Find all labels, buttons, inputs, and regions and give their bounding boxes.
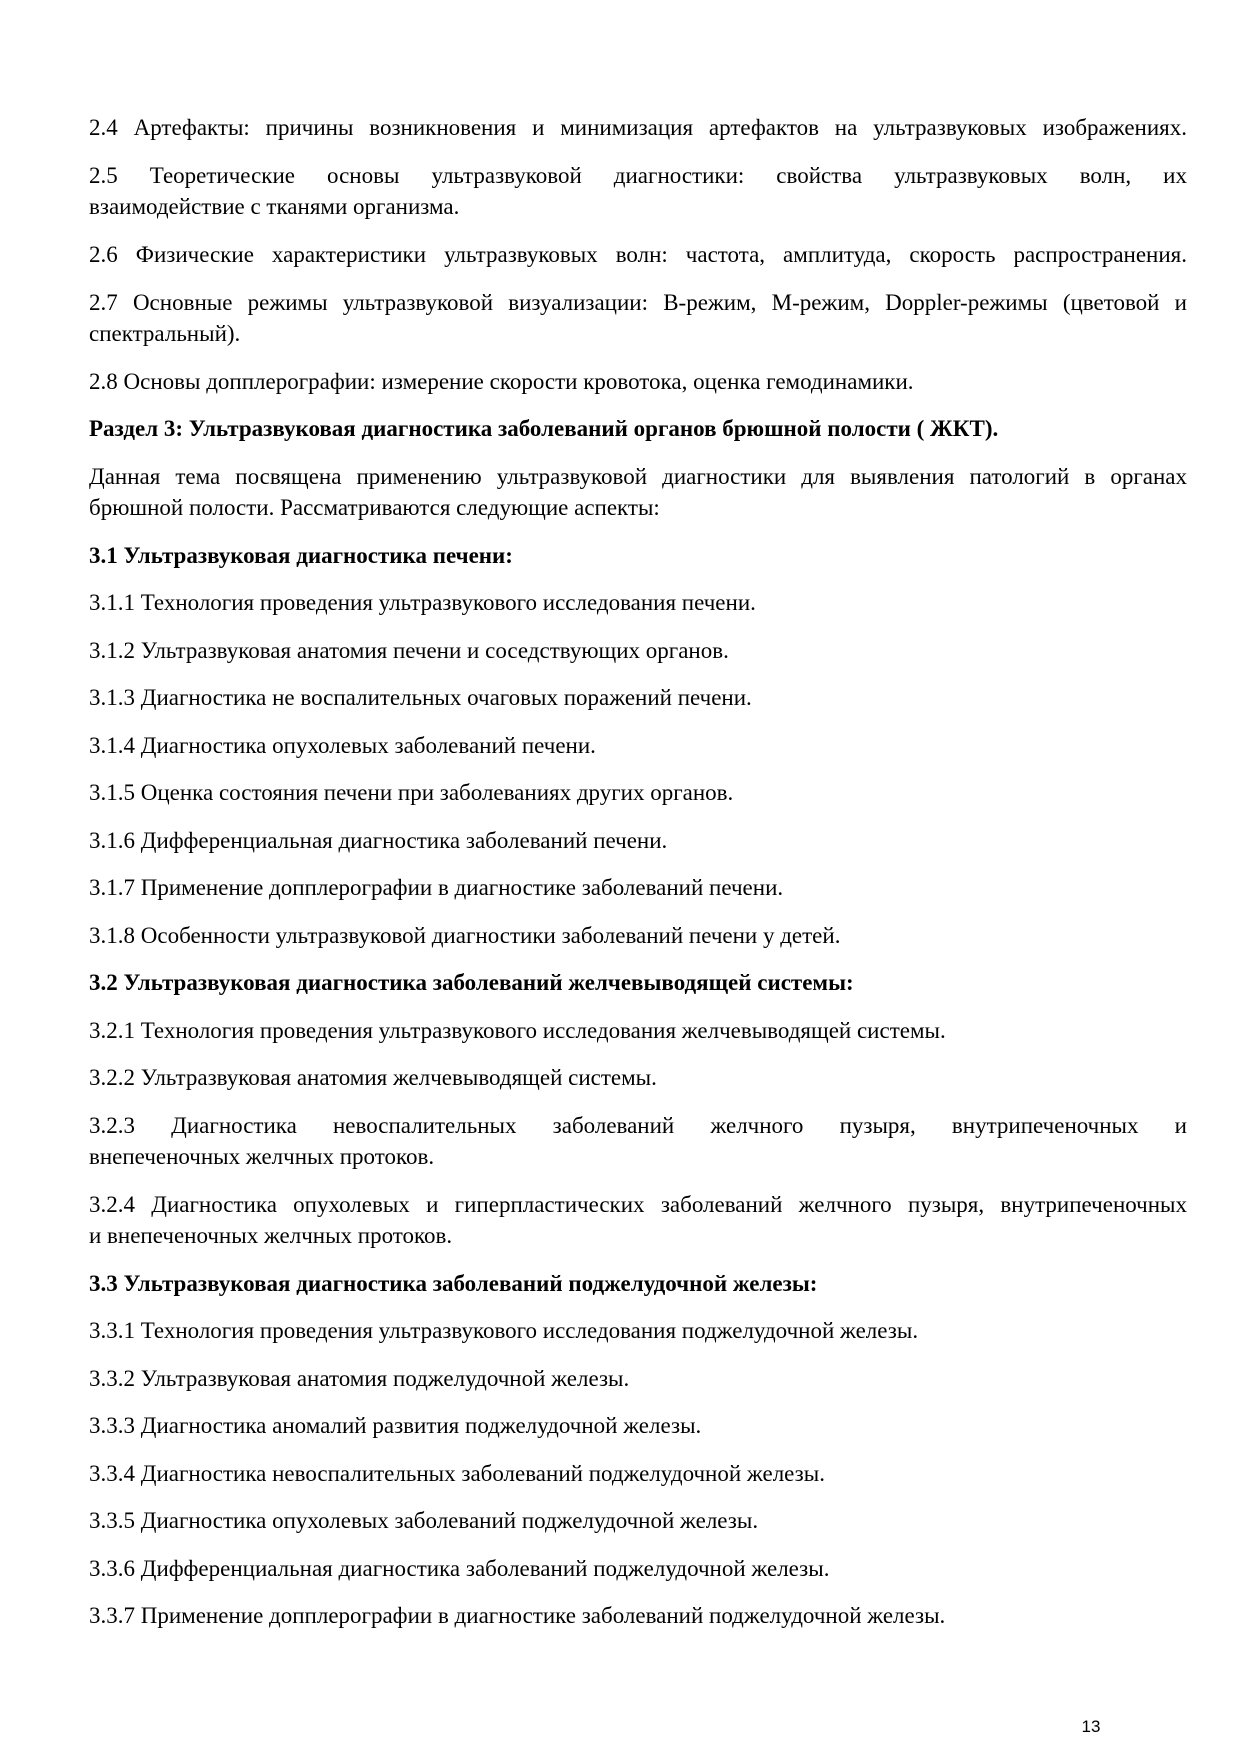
item-3-2-3-continuation: внепеченочных желчных протоков.: [89, 1144, 435, 1169]
item-3-3-3: 3.3.3 Диагностика аномалий развития поджелудочной железы.: [89, 1413, 702, 1438]
item-2-4: 2.4 Артефакты: причины возникновения и минимизация артефактов на ультразвуковых изображениях.: [89, 115, 1187, 140]
item-3-1-3: 3.1.3 Диагностика не воспалительных очаговых поражений печени.: [89, 685, 752, 710]
section-3-heading: Раздел 3: Ультразвуковая диагностика заболеваний органов брюшной полости ( ЖКТ).: [89, 416, 999, 441]
subsection-3-1-heading: 3.1 Ультразвуковая диагностика печени:: [89, 543, 513, 568]
item-2-5: 2.5 Теоретические основы ультразвуковой диагностики: свойства ультразвуковых волн, их: [89, 163, 1187, 188]
item-3-1-7: 3.1.7 Применение допплерографии в диагностике заболеваний печени.: [89, 875, 784, 900]
item-3-1-4: 3.1.4 Диагностика опухолевых заболеваний печени.: [89, 733, 596, 758]
item-3-3-5: 3.3.5 Диагностика опухолевых заболеваний поджелудочной железы.: [89, 1508, 759, 1533]
item-3-1-5: 3.1.5 Оценка состояния печени при заболеваниях других органов.: [89, 780, 734, 805]
item-3-3-4: 3.3.4 Диагностика невоспалительных заболеваний поджелудочной железы.: [89, 1461, 825, 1486]
item-3-3-6: 3.3.6 Дифференциальная диагностика заболеваний поджелудочной железы.: [89, 1556, 830, 1581]
item-3-3-2: 3.3.2 Ультразвуковая анатомия поджелудочной железы.: [89, 1366, 630, 1391]
item-2-7-continuation: спектральный).: [89, 321, 241, 346]
item-3-3-1: 3.3.1 Технология проведения ультразвукового исследования поджелудочной железы.: [89, 1318, 919, 1343]
item-3-2-4-continuation: и внепеченочных желчных протоков.: [89, 1223, 453, 1248]
section-3-intro: Данная тема посвящена применению ультразвуковой диагностики для выявления патологий в органах: [89, 464, 1187, 489]
subsection-3-2-heading: 3.2 Ультразвуковая диагностика заболеваний желчевыводящей системы:: [89, 970, 854, 995]
item-2-7: 2.7 Основные режимы ультразвуковой визуализации: B-режим, M-режим, Doppler-режимы (цветовой и: [89, 290, 1187, 315]
item-3-2-2: 3.2.2 Ультразвуковая анатомия желчевыводящей системы.: [89, 1065, 657, 1090]
section-3-intro-continuation: брюшной полости. Рассматриваются следующие аспекты:: [89, 495, 660, 520]
item-3-2-1: 3.2.1 Технология проведения ультразвукового исследования желчевыводящей системы.: [89, 1018, 946, 1043]
item-3-1-6: 3.1.6 Дифференциальная диагностика заболеваний печени.: [89, 828, 668, 853]
item-3-2-4: 3.2.4 Диагностика опухолевых и гиперпластических заболеваний желчного пузыря, внутрипеченочных: [89, 1192, 1187, 1217]
page-number: 13: [1081, 1717, 1101, 1736]
item-3-1-2: 3.1.2 Ультразвуковая анатомия печени и соседствующих органов.: [89, 638, 729, 663]
item-3-3-7: 3.3.7 Применение допплерографии в диагностике заболеваний поджелудочной железы.: [89, 1603, 946, 1628]
item-2-5-continuation: взаимодействие с тканями организма.: [89, 194, 460, 219]
item-2-6: 2.6 Физические характеристики ультразвуковых волн: частота, амплитуда, скорость распространения.: [89, 242, 1187, 267]
subsection-3-3-heading: 3.3 Ультразвуковая диагностика заболеваний поджелудочной железы:: [89, 1271, 818, 1296]
item-2-8: 2.8 Основы допплерографии: измерение скорости кровотока, оценка гемодинамики.: [89, 369, 914, 394]
item-3-2-3: 3.2.3 Диагностика невоспалительных заболеваний желчного пузыря, внутрипеченочных и: [89, 1113, 1187, 1138]
item-3-1-1: 3.1.1 Технология проведения ультразвукового исследования печени.: [89, 590, 756, 615]
item-3-1-8: 3.1.8 Особенности ультразвуковой диагностики заболеваний печени у детей.: [89, 923, 841, 948]
